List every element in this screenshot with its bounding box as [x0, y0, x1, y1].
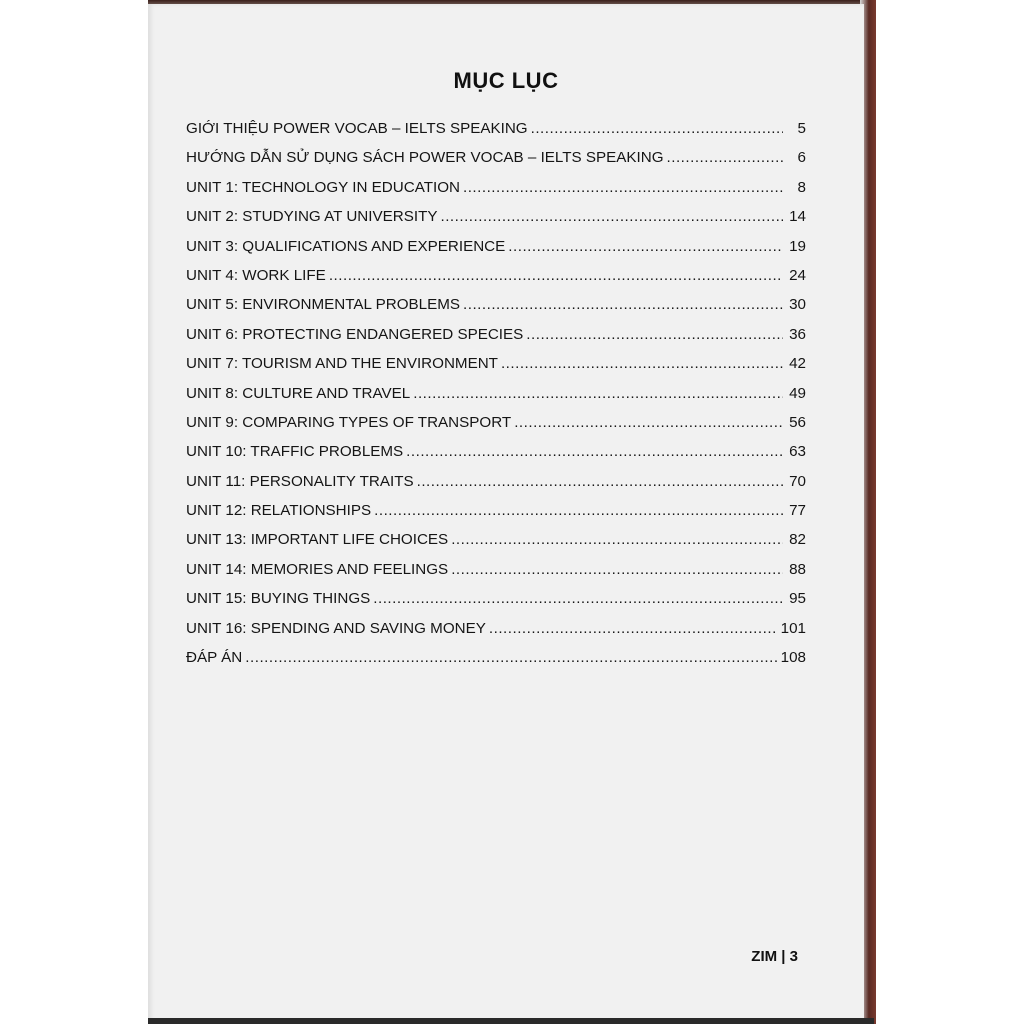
toc-entry-page: 77 — [789, 502, 806, 520]
toc-entry-page: 5 — [797, 120, 806, 137]
toc-dot-leader — [508, 232, 783, 261]
toc-entry — [186, 408, 806, 437]
toc-entry — [186, 437, 806, 466]
toc-dot-leader — [531, 114, 783, 143]
toc-entry-label: UNIT 6: PROTECTING ENDANGERED SPECIES — [186, 325, 524, 343]
toc-entry-label: UNIT 5: ENVIRONMENTAL PROBLEMS — [186, 296, 460, 314]
toc-dot-leader — [463, 290, 783, 319]
toc-entry-label: UNIT 16: SPENDING AND SAVING MONEY — [186, 619, 486, 637]
toc-entry-page: 49 — [789, 384, 806, 402]
table-of-contents — [186, 114, 806, 672]
toc-entry-label: UNIT 4: WORK LIFE — [186, 266, 326, 284]
toc-entry-label: UNIT 14: MEMORIES AND FEELINGS — [186, 560, 449, 578]
book-page — [148, 4, 864, 1024]
toc-entry — [186, 114, 806, 143]
toc-dot-leader — [373, 584, 783, 613]
toc-entry-page: 30 — [789, 296, 806, 314]
toc-entry — [186, 643, 806, 672]
toc-entry-page: 24 — [789, 266, 806, 284]
toc-entry-label: UNIT 7: TOURISM AND THE ENVIRONMENT — [186, 355, 498, 373]
toc-entry — [186, 261, 806, 290]
page-footer: ZIM | 3 — [751, 948, 798, 965]
toc-entry-label: UNIT 10: TRAFFIC PROBLEMS — [186, 443, 404, 461]
toc-entry-page: 95 — [789, 590, 806, 608]
toc-entry-label: HƯỚNG DẪN SỬ DỤNG SÁCH POWER VOCAB – IELTS SPEAKING — [186, 149, 664, 167]
toc-dot-leader — [501, 349, 783, 378]
toc-entry-page: 70 — [789, 472, 806, 490]
toc-entry-label: UNIT 11: PERSONALITY TRAITS — [186, 472, 414, 490]
toc-dot-leader — [406, 437, 783, 466]
toc-entry-label: UNIT 1: TECHNOLOGY IN EDUCATION — [186, 178, 460, 196]
toc-entry-page: 108 — [780, 649, 806, 667]
toc-entry-label: UNIT 2: STUDYING AT UNIVERSITY — [186, 208, 438, 226]
toc-entry-page: 14 — [789, 208, 806, 226]
toc-dot-leader — [417, 467, 783, 496]
toc-entry — [186, 202, 806, 231]
toc-entry — [186, 525, 806, 554]
toc-entry-page: 6 — [797, 149, 806, 167]
toc-entry-page: 8 — [797, 178, 806, 196]
toc-dot-leader — [374, 496, 783, 525]
toc-entry — [186, 349, 806, 378]
toc-entry — [186, 614, 806, 643]
toc-entry — [186, 232, 806, 261]
toc-entry — [186, 555, 806, 584]
toc-entry-label: UNIT 9: COMPARING TYPES OF TRANSPORT — [186, 413, 512, 431]
toc-dot-leader — [413, 379, 783, 408]
toc-entry-label: UNIT 13: IMPORTANT LIFE CHOICES — [186, 531, 449, 549]
toc-entry — [186, 320, 806, 349]
toc-entry — [186, 496, 806, 525]
toc-dot-leader — [514, 408, 783, 437]
background-edge-bottom — [148, 1018, 874, 1024]
toc-entry-label: UNIT 15: BUYING THINGS — [186, 590, 371, 608]
toc-dot-leader — [451, 525, 783, 554]
toc-entry-page: 88 — [789, 560, 806, 578]
toc-entry — [186, 467, 806, 496]
toc-entry-page: 36 — [789, 325, 806, 343]
toc-entry-label: UNIT 12: RELATIONSHIPS — [186, 502, 372, 520]
toc-entry-label: UNIT 8: CULTURE AND TRAVEL — [186, 384, 411, 402]
toc-entry — [186, 290, 806, 319]
toc-entry-page: 42 — [789, 355, 806, 373]
toc-dot-leader — [329, 261, 783, 290]
toc-dot-leader — [245, 643, 777, 672]
toc-entry-label: GIỚI THIỆU POWER VOCAB – IELTS SPEAKING — [186, 120, 528, 137]
toc-entry-label: UNIT 3: QUALIFICATIONS AND EXPERIENCE — [186, 237, 506, 255]
toc-entry-page: 63 — [789, 443, 806, 461]
toc-entry-page: 56 — [789, 413, 806, 431]
toc-entry-page: 101 — [780, 619, 806, 637]
toc-entry — [186, 173, 806, 202]
toc-dot-leader — [489, 614, 778, 643]
toc-entry-page: 19 — [789, 237, 806, 255]
toc-dot-leader — [451, 555, 783, 584]
toc-entry-page: 82 — [789, 531, 806, 549]
toc-entry-label: ĐÁP ÁN — [186, 649, 243, 667]
toc-entry — [186, 584, 806, 613]
toc-dot-leader — [667, 143, 783, 172]
toc-dot-leader — [463, 173, 783, 202]
toc-dot-leader — [440, 202, 783, 231]
toc-entry — [186, 143, 806, 172]
toc-entry — [186, 379, 806, 408]
toc-dot-leader — [526, 320, 783, 349]
page-title: MỤC LỤC — [453, 68, 559, 93]
